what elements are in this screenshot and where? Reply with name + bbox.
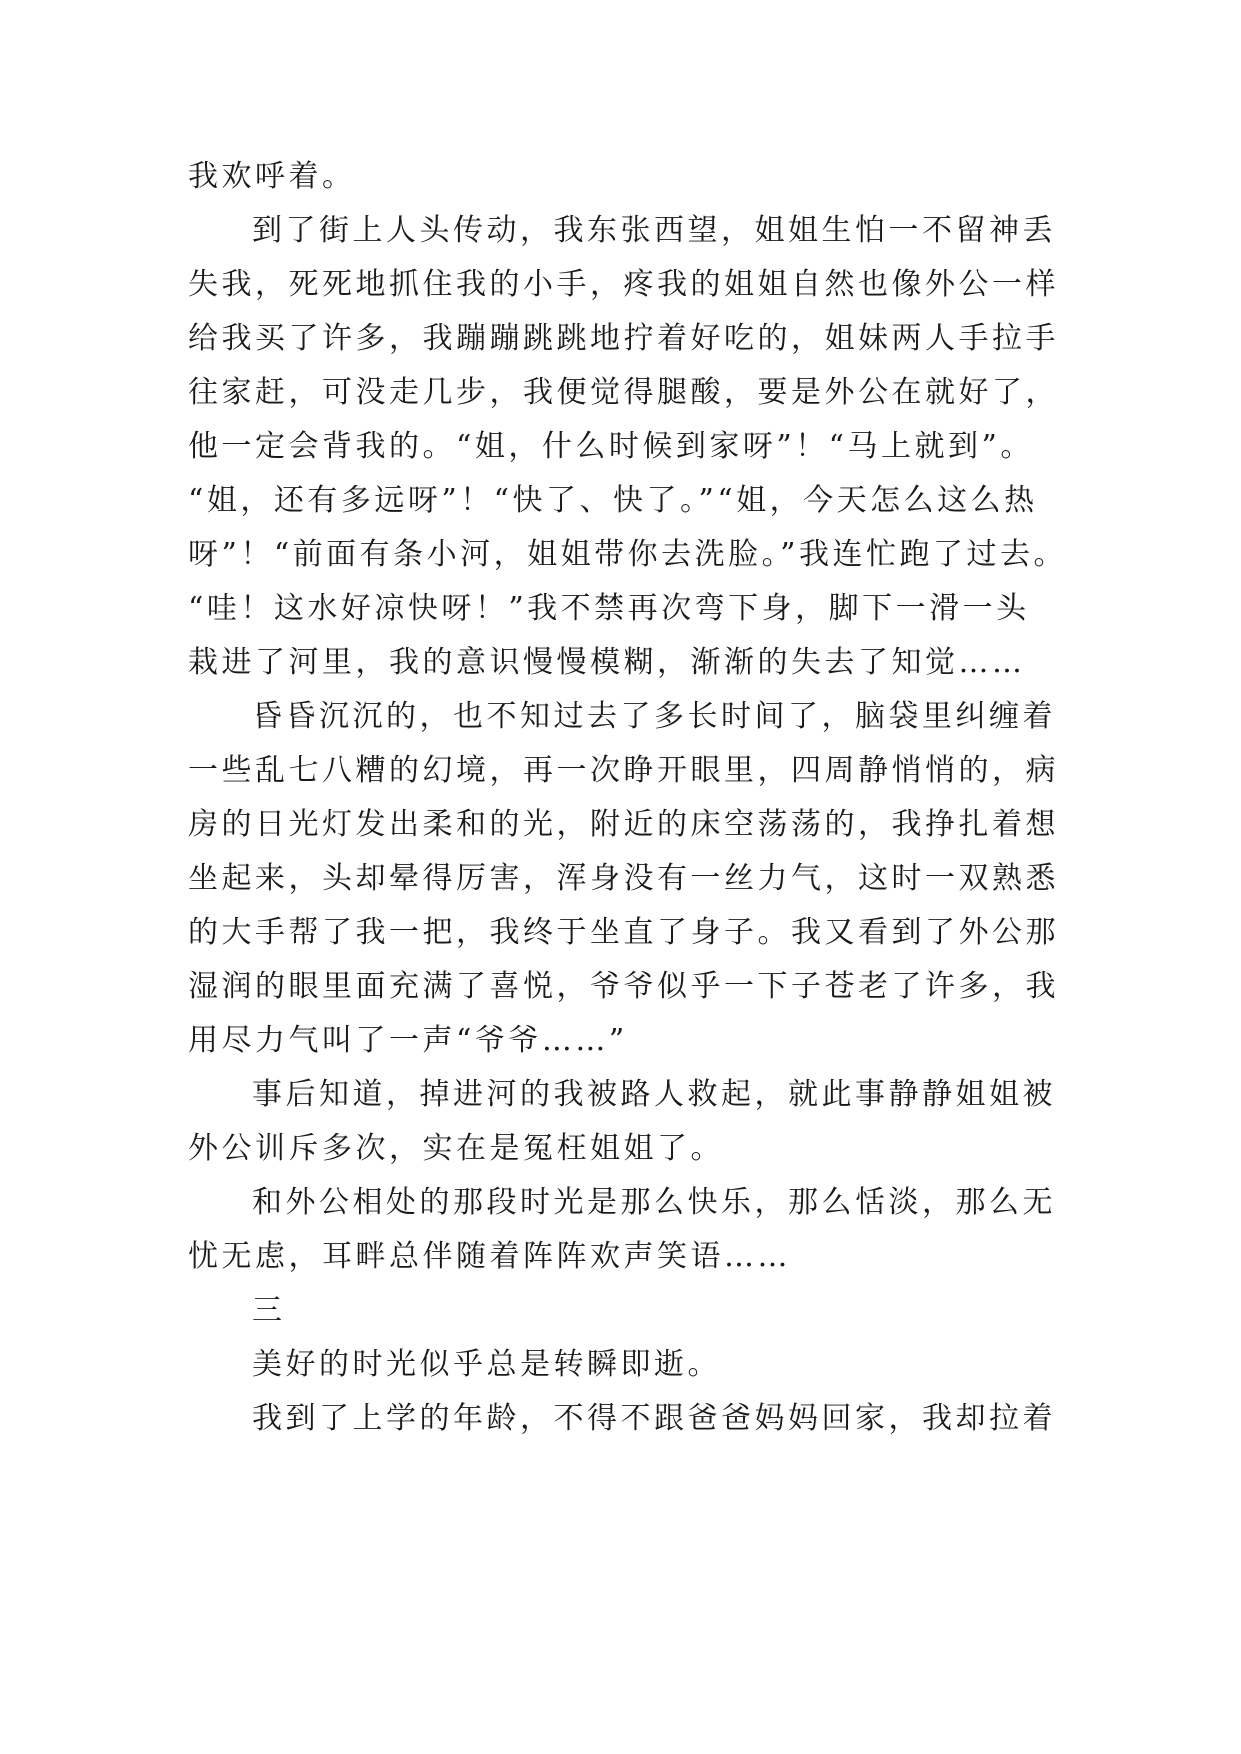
text-line: 往家赶，可没走几步，我便觉得腿酸，要是外公在就好了， [188, 375, 1059, 410]
paragraph-start-line: 美好的时光似乎总是转瞬即逝。 [252, 1347, 721, 1382]
text-line: 的大手帮了我一把，我终于坐直了身子。我又看到了外公那 [188, 915, 1059, 950]
paragraph-start-line: 事后知道，掉进河的我被路人救起，就此事静静姐姐被 [252, 1077, 1056, 1112]
text-line: 一些乱七八糟的幻境，再一次睁开眼里，四周静悄悄的，病 [188, 753, 1059, 788]
section-heading: 三 [252, 1293, 286, 1328]
paragraph-start-line: 和外公相处的那段时光是那么快乐，那么恬淡，那么无 [252, 1185, 1056, 1220]
text-line: 外公训斥多次，实在是冤枉姐姐了。 [188, 1131, 724, 1166]
paragraph-start-line: 我到了上学的年龄，不得不跟爸爸妈妈回家，我却拉着 [252, 1401, 1056, 1436]
text-line: 给我买了许多，我蹦蹦跳跳地拧着好吃的，姐妹两人手拉手 [188, 321, 1059, 356]
text-line: 失我，死死地抓住我的小手，疼我的姐姐自然也像外公一样 [188, 267, 1059, 302]
text-line: “姐，还有多远呀”！“快了、快了。”“姐，今天怎么这么热 [188, 483, 1038, 518]
text-line: 湿润的眼里面充满了喜悦，爷爷似乎一下子苍老了许多，我 [188, 969, 1059, 1004]
text-line: 呀”！“前面有条小河，姐姐带你去洗脸。”我连忙跑了过去。 [188, 537, 1068, 572]
text-line: “哇！这水好凉快呀！”我不禁再次弯下身，脚下一滑一头 [188, 591, 1030, 626]
text-line: 栽进了河里，我的意识慢慢模糊，渐渐的失去了知觉…… [188, 645, 1026, 680]
text-line: 坐起来，头却晕得厉害，浑身没有一丝力气，这时一双熟悉 [188, 861, 1059, 896]
text-line: 他一定会背我的。“姐，什么时候到家呀”！“马上就到”。 [188, 429, 1034, 464]
paragraph-start-line: 到了街上人头传动，我东张西望，姐姐生怕一不留神丢 [252, 213, 1056, 248]
document-page [188, 150, 1088, 1446]
text-line: 忧无虑，耳畔总伴随着阵阵欢声笑语…… [188, 1239, 791, 1274]
text-line: 用尽力气叫了一声“爷爷……” [188, 1023, 628, 1058]
text-line: 我欢呼着。 [188, 159, 356, 194]
text-line: 房的日光灯发出柔和的光，附近的床空荡荡的，我挣扎着想 [188, 807, 1059, 842]
paragraph-start-line: 昏昏沉沉的，也不知过去了多长时间了，脑袋里纠缠着 [252, 699, 1056, 734]
